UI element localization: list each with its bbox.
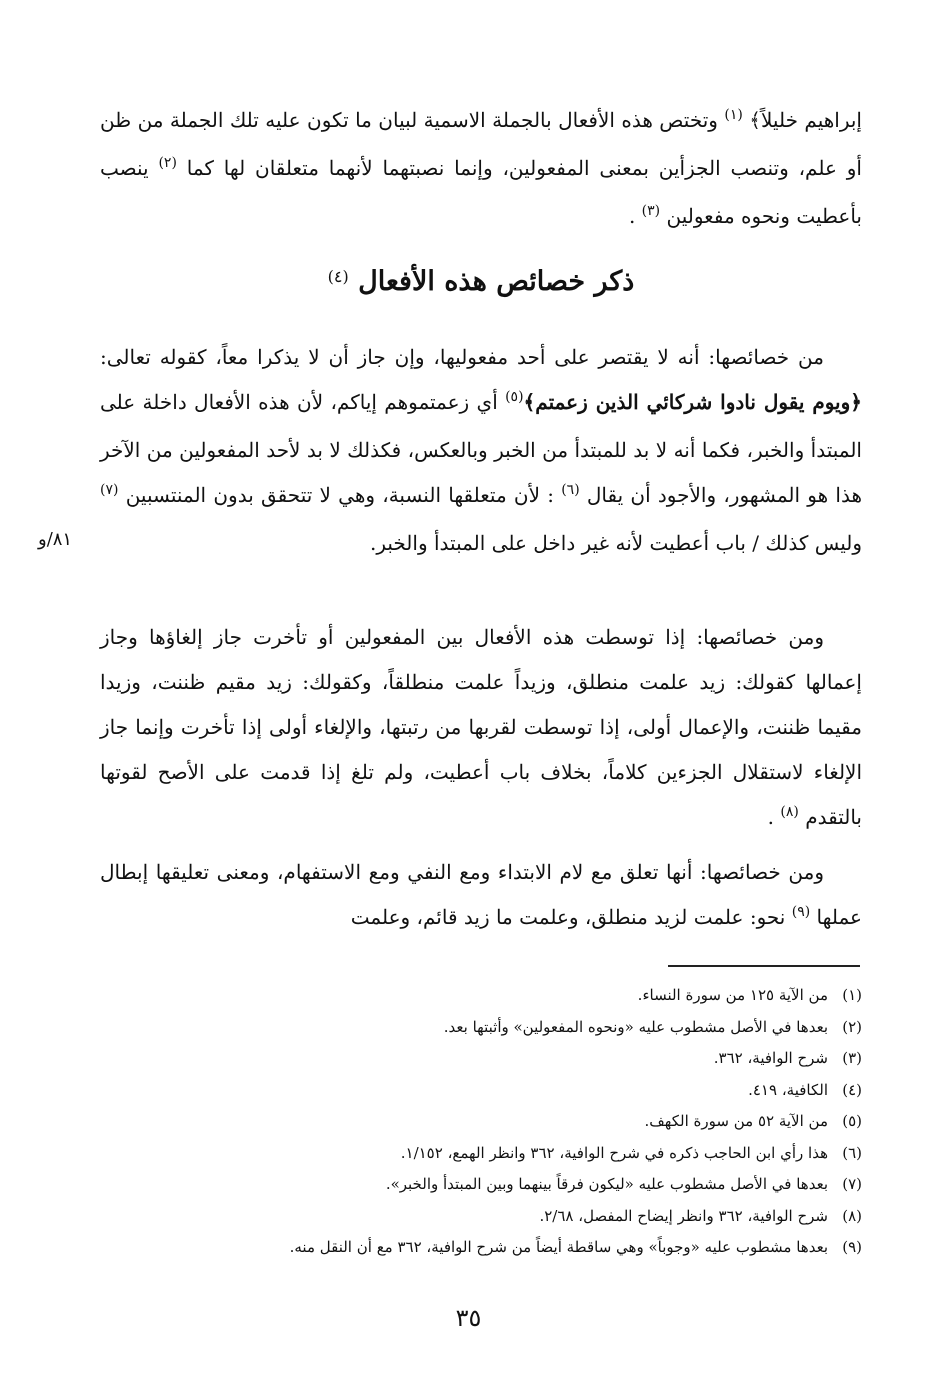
paragraph-first-property <box>100 335 862 566</box>
footnote-text: بعدها في الأصل مشطوب عليه «ونحوه المفعولين» وأثبتها بعد. <box>443 1017 828 1036</box>
footnote-number: (٢) <box>842 1017 862 1036</box>
intro-paragraph <box>100 98 862 242</box>
paragraph-second-property <box>100 615 862 843</box>
footnote-item <box>150 1201 862 1233</box>
footnote-number: (٣) <box>842 1049 862 1067</box>
footnote-ref-9: (٩) <box>791 904 811 920</box>
footnote-ref-2: (٢) <box>158 155 177 171</box>
intro-text-2: وتختص هذه الأفعال بالجملة الاسمية لبيان ما تكون عليه تلك الجملة من ظن أو علم، وتنصب الجزأين بمعنى المفعولين، وإنما نصبتهما لأنهما متعلقان لها كما <box>100 108 862 180</box>
footnote-text: شرح الوافية، ٣٦٢ وانظر إيضاح المفصل، ٢/٦٨. <box>539 1206 828 1225</box>
footnote-item <box>150 1106 862 1138</box>
manuscript-folio-note: ٨١/و <box>38 529 73 550</box>
footnote-item <box>150 1169 862 1201</box>
footnote-ref-7: (٧) <box>100 482 119 498</box>
footnote-number: (٧) <box>842 1175 862 1193</box>
footnote-item <box>150 1012 862 1044</box>
footnotes-list <box>150 980 862 1264</box>
para1-text-4: وليس كذلك / باب أعطيت لأنه غير داخل على المبتدأ والخبر. <box>369 531 862 555</box>
footnote-text: الكافية، ٤١٩. <box>748 1080 828 1099</box>
intro-text: إبراهيم خليلاً﴾ <box>742 108 862 132</box>
footnote-number: (٩) <box>842 1238 862 1256</box>
footnote-number: (٤) <box>842 1080 862 1099</box>
footnote-number: (٦) <box>842 1143 862 1162</box>
section-title: ذكر خصائص هذه الأفعال <box>358 266 635 297</box>
page-number: ٣٥ <box>455 1304 482 1332</box>
footnote-number: (٥) <box>842 1112 862 1130</box>
footnote-item <box>150 1232 862 1264</box>
footnote-text: بعدها في الأصل مشطوب عليه «ليكون فرقاً بينهما وبين المبتدأ والخبر». <box>385 1175 828 1193</box>
footnote-number: (١) <box>842 986 862 1004</box>
footnote-text: هذا رأي ابن الحاجب ذكره في شرح الوافية، ٣٦٢ وانظر الهمع، ١/١٥٢. <box>400 1143 828 1162</box>
para2-text: ومن خصائصها: إذا توسطت هذه الأفعال بين المفعولين أو تأخرت جاز إلغاؤها وجاز إعمالها كقولك: زيد علمت منطلق، وزيداً علمت منطلقاً، وكقولك: زيد مقيم ظننت، وزيدا مقيما ظننت، والإعمال أولى، إذا توسطت لقربها من رتبتها، والإلغاء أولى إذا تأخرت وإنما جاز الإلغاء لاستقلال الجزءين كلاماً، بخلاف باب أعطيت، ولم تلغ إذا قدمت على الأصح لقوتها بالتقدم <box>100 625 862 829</box>
footnote-item <box>150 1075 862 1107</box>
footnote-text: شرح الوافية، ٣٦٢. <box>713 1049 828 1067</box>
footnote-ref-4: (٤) <box>327 267 349 286</box>
para1-text-3: : لأن متعلقها النسبة، وهي لا تتحقق بدون المنتسبين <box>118 483 562 507</box>
intro-text-4: . <box>628 204 642 228</box>
para1-text: من خصائصها: أنه لا يقتصر على أحد مفعوليها، وإن جاز أن لا يذكرا معاً، كقوله تعالى: <box>100 345 824 369</box>
paragraph-third-property <box>100 850 862 943</box>
footnote-item <box>150 980 862 1012</box>
footnote-ref-1: (١) <box>724 107 743 123</box>
footnote-text: من الآية ٥٢ من سورة الكهف. <box>644 1112 828 1130</box>
intro-text-3: ينصب بأعطيت ونحوه مفعولين <box>100 156 862 228</box>
footnote-text: من الآية ١٢٥ من سورة النساء. <box>637 986 828 1004</box>
para1-text-2: أي زعمتموهم إياكم، لأن هذه الأفعال داخلة على المبتدأ والخبر، فكما أنه لا بد للمبتدأ من الخبر وبالعكس، فكذلك لا بد لأحد المفعولين من الآخر هذا هو المشهور، والأجود أن يقال <box>100 390 862 507</box>
footnote-ref-5: (٥) <box>505 389 524 405</box>
footnote-separator <box>668 965 860 967</box>
footnote-item <box>150 1138 862 1170</box>
footnote-number: (٨) <box>842 1206 862 1225</box>
section-heading <box>100 262 862 305</box>
para3-text-2: نحو: علمت لزيد منطلق، وعلمت ما زيد قائم، وعلمت <box>350 905 792 929</box>
footnote-ref-6: (٦) <box>561 482 580 498</box>
footnote-text: بعدها مشطوب عليه «وجوباً» وهي ساقطة أيضاً من شرح الوافية، ٣٦٢ مع أن النقل منه. <box>289 1238 828 1256</box>
footnote-ref-8: (٨) <box>780 804 799 820</box>
para2-text-2: . <box>767 805 781 829</box>
footnote-ref-3: (٣) <box>641 203 661 219</box>
para3-text: ومن خصائصها: أنها تعلق مع لام الابتداء ومع النفي ومع الاستفهام، ومعنى تعليقها إبطال عملها <box>100 860 862 929</box>
quran-verse: ﴿ويوم يقول نادوا شركائي الذين زعمتم﴾ <box>523 390 862 414</box>
footnote-item <box>150 1043 862 1075</box>
